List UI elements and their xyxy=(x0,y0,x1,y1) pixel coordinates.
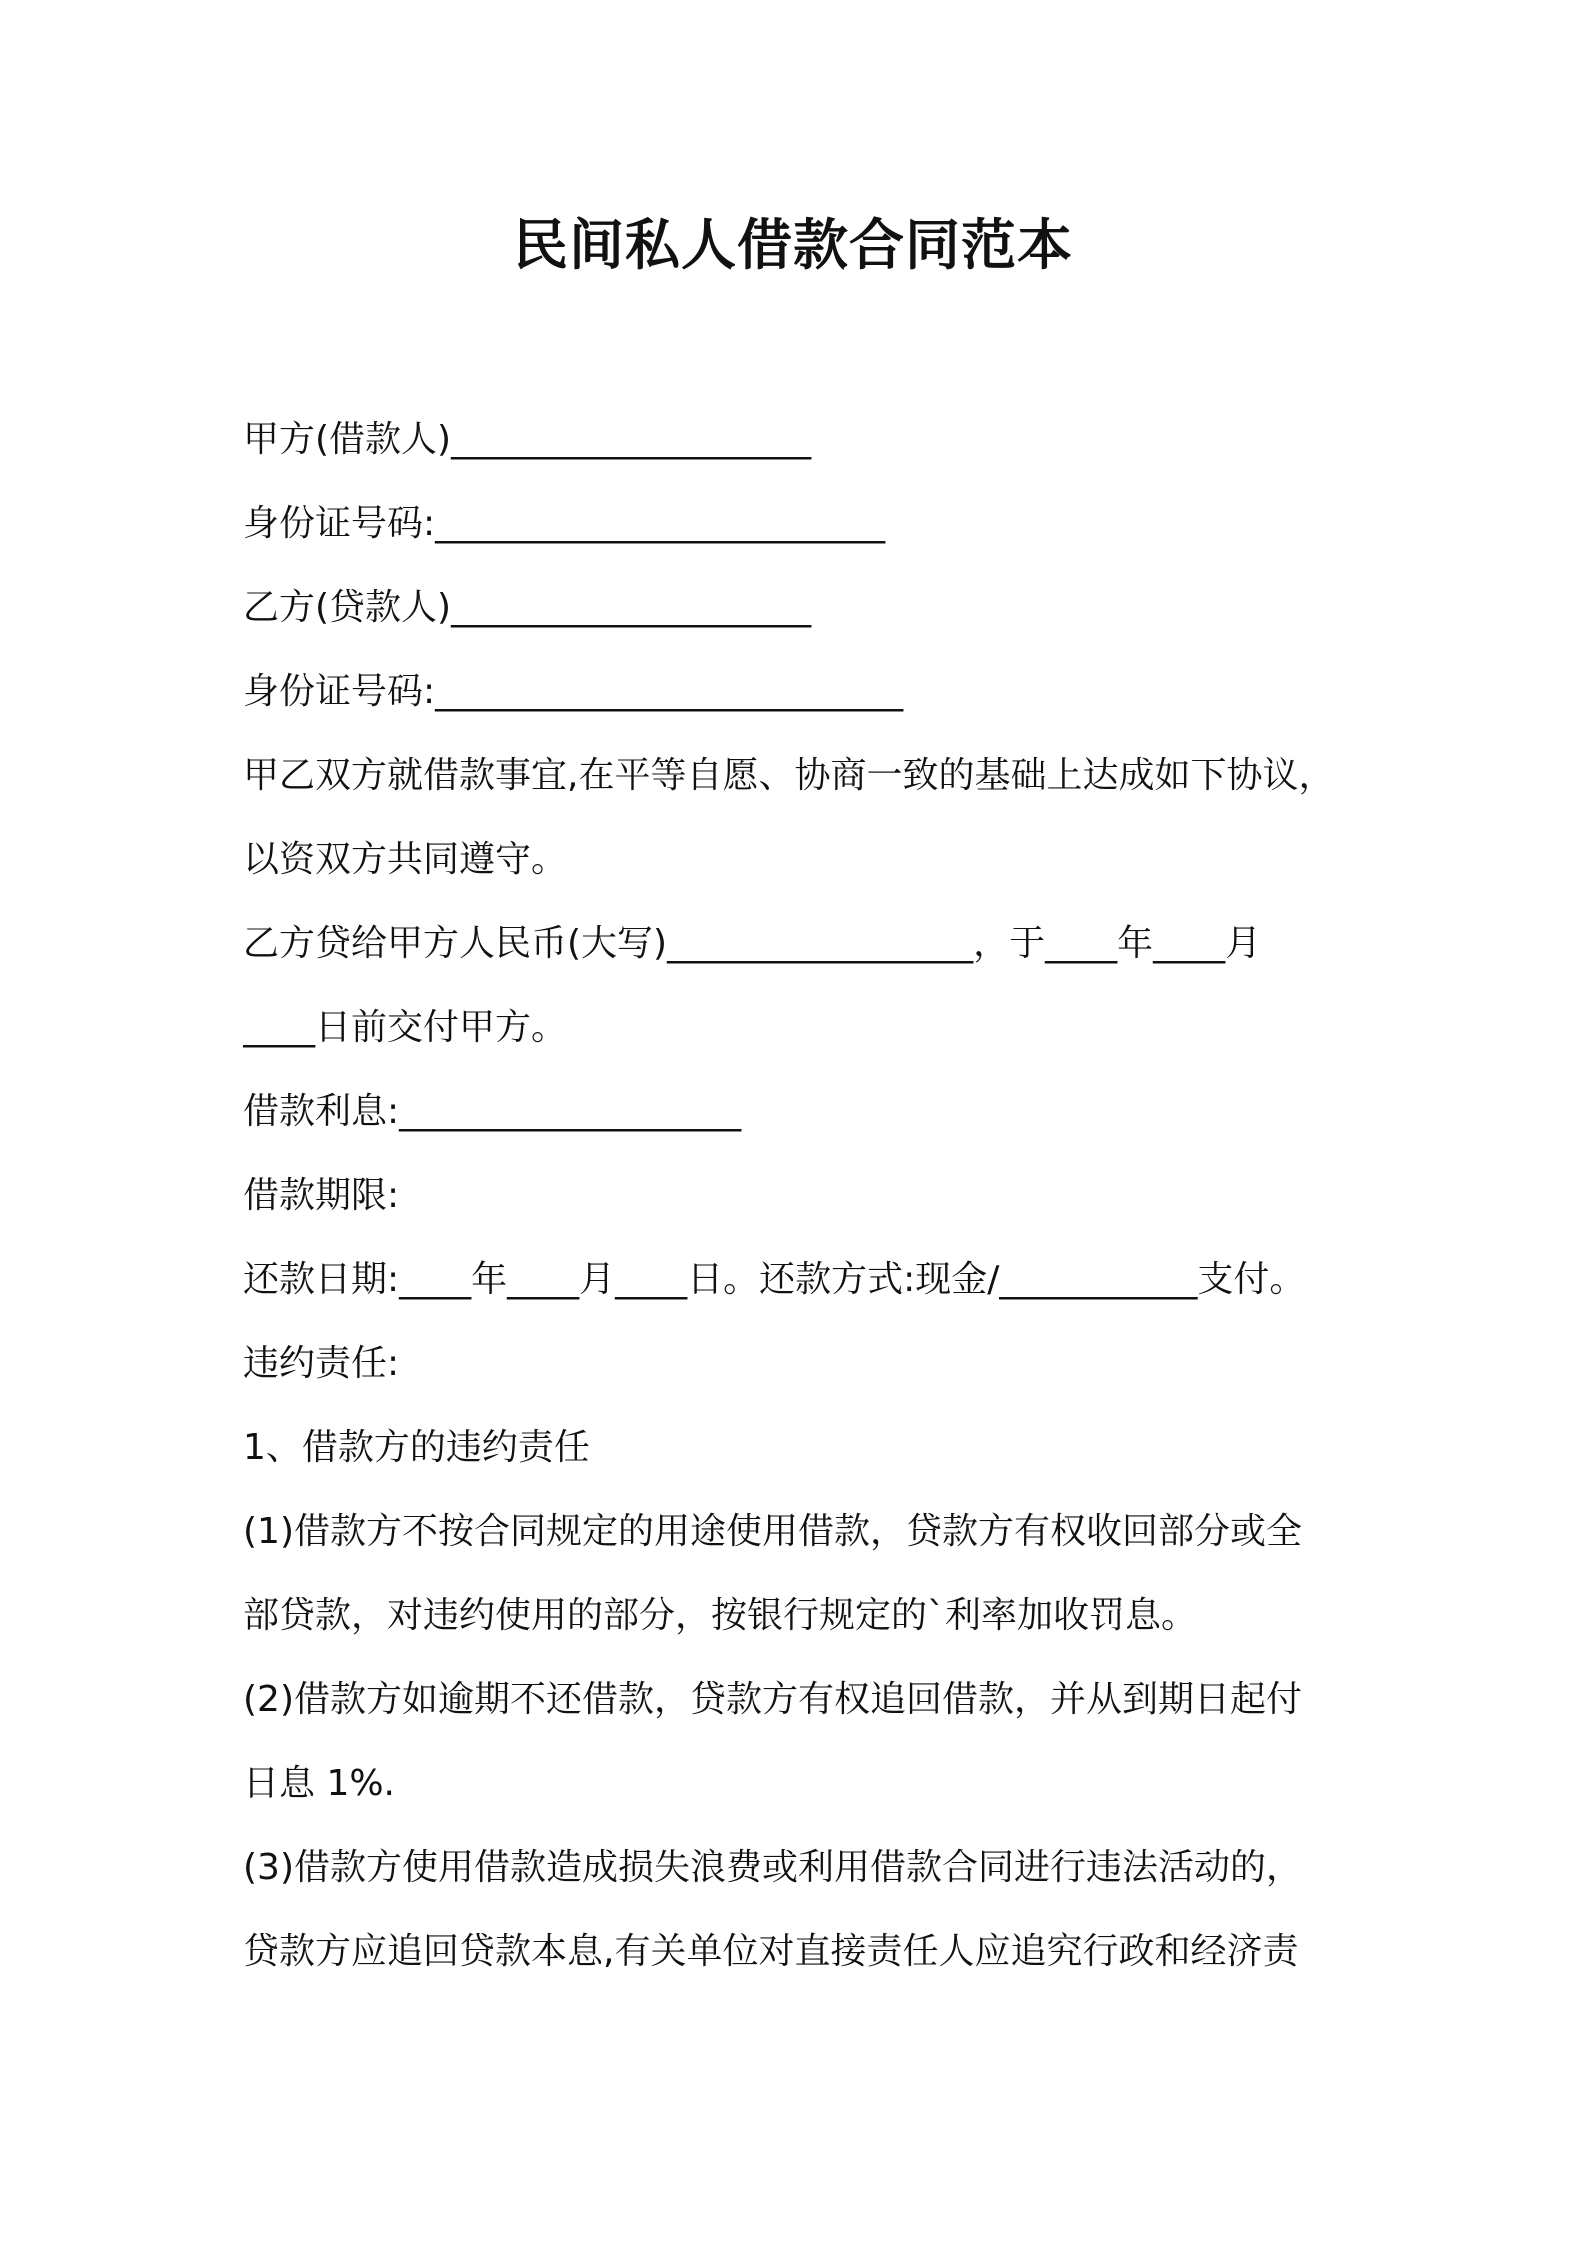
borrower-id-line: 身份证号码:_________________________ xyxy=(243,503,886,544)
borrower-breach-heading: 1、借款方的违约责任 xyxy=(243,1427,590,1468)
clause-3-line-1: (3)借款方使用借款造成损失浪费或利用借款合同进行违法活动的， xyxy=(243,1847,1302,1888)
lender-line: 乙方(贷款人)____________________ xyxy=(243,587,812,628)
lender-id-line: 身份证号码:__________________________ xyxy=(243,671,904,712)
clause-1-line-1: (1)借款方不按合同规定的用途使用借款，贷款方有权收回部分或全 xyxy=(243,1511,1302,1552)
clause-1-line-2: 部贷款，对违约使用的部分，按银行规定的`利率加收罚息。 xyxy=(243,1595,1198,1636)
borrower-line: 甲方(借款人)____________________ xyxy=(243,419,812,460)
loan-amount-line: 乙方贷给甲方人民币(大写)_________________，于____年____月 xyxy=(243,923,1262,964)
loan-term-line: 借款期限: xyxy=(243,1175,400,1216)
clause-2-line-2: 日息 1%. xyxy=(243,1763,395,1804)
repayment-line: 还款日期:____年____月____日。还款方式:现金/___________支付。 xyxy=(243,1259,1306,1300)
document-title: 民间私人借款合同范本 xyxy=(512,213,1073,277)
document-body xyxy=(243,398,1393,1994)
breach-heading: 违约责任: xyxy=(243,1343,400,1384)
interest-line: 借款利息:___________________ xyxy=(243,1091,742,1132)
clause-2-line-1: (2)借款方如逾期不还借款，贷款方有权追回借款，并从到期日起付 xyxy=(243,1679,1302,1720)
loan-delivery-line: ____日前交付甲方。 xyxy=(243,1007,568,1048)
agreement-intro-line: 甲乙双方就借款事宜,在平等自愿、协商一致的基础上达成如下协议， xyxy=(243,755,1335,796)
agreement-intro-line-2: 以资双方共同遵守。 xyxy=(243,839,568,880)
clause-3-line-2: 贷款方应追回贷款本息,有关单位对直接责任人应追究行政和经济责 xyxy=(243,1931,1299,1972)
